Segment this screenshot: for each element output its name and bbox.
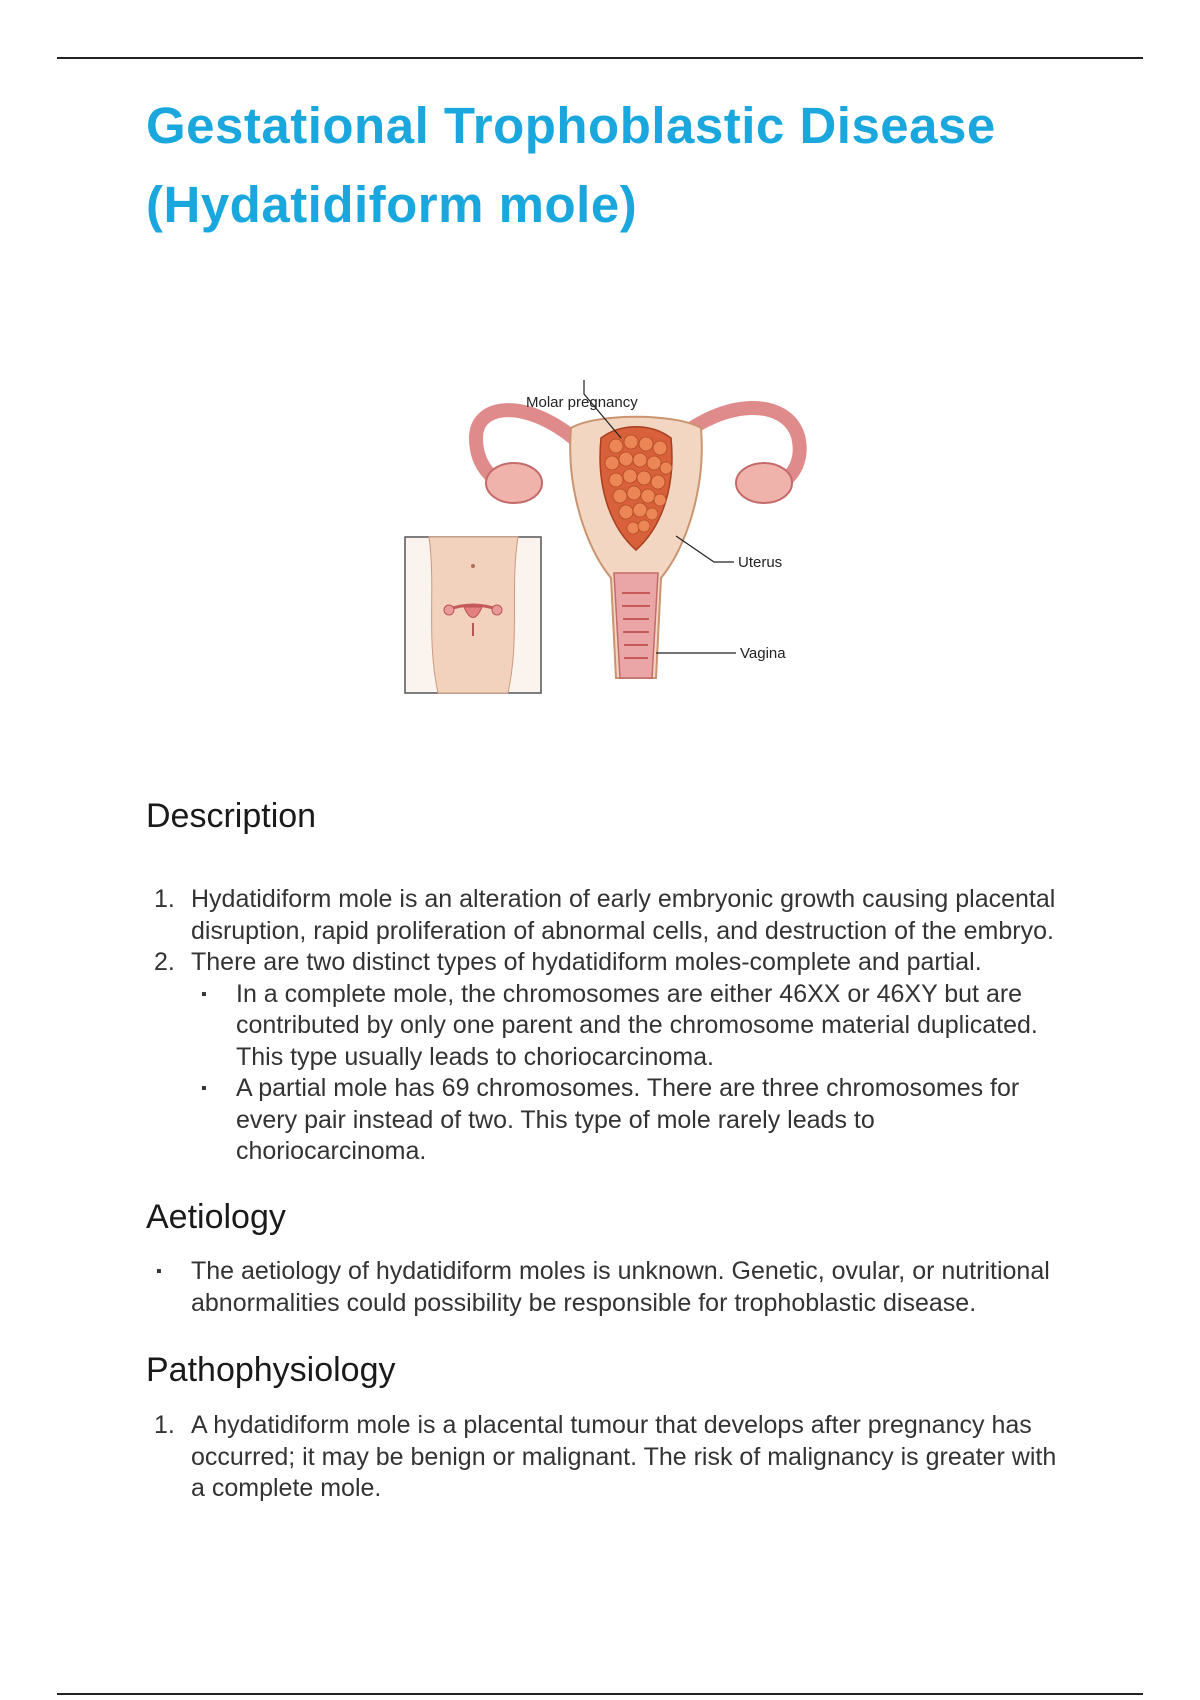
sublist-item xyxy=(191,1073,1066,1168)
list-number: 2. xyxy=(154,948,175,976)
list-item xyxy=(146,947,1066,1168)
pathophysiology-list xyxy=(146,1410,1066,1505)
bullet-icon: ▪ xyxy=(201,985,207,1003)
sublist-item xyxy=(191,979,1066,1074)
bottom-rule xyxy=(57,1693,1143,1695)
aetiology-list xyxy=(146,1256,1066,1319)
pathophysiology-heading: Pathophysiology xyxy=(146,1351,396,1389)
mole-types-sublist xyxy=(191,979,1066,1168)
bullet-icon: ▪ xyxy=(156,1263,162,1280)
list-item-text: The aetiology of hydatidiform moles is unknown. Genetic, ovular, or nutritional abnormalities could possibility be responsible for trophoblastic disease. xyxy=(191,1257,1050,1317)
molar-pregnancy-label: Molar pregnancy xyxy=(526,394,638,411)
list-item-text: Hydatidiform mole is an alteration of early embryonic growth causing placental disruption, rapid proliferation of abnormal cells, and destruction of the embryo. xyxy=(191,885,1056,945)
list-item-text: A hydatidiform mole is a placental tumour that develops after pregnancy has occurred; it may be benign or malignant. The risk of malignancy is greater with a complete mole. xyxy=(191,1411,1057,1502)
aetiology-heading: Aetiology xyxy=(146,1198,286,1236)
list-item xyxy=(146,884,1066,947)
sublist-item-text: In a complete mole, the chromosomes are either 46XX or 46XY but are contributed by only one parent and the chromosome material duplicated. This type usually leads to choriocarcinoma. xyxy=(236,979,1038,1071)
body-inset-illustration xyxy=(405,537,541,693)
sublist-item-text: A partial mole has 69 chromosomes. There are three chromosomes for every pair instead of two. This type of mole rarely leads to choriocarcinoma. xyxy=(236,1074,1020,1165)
uterus-label: Uterus xyxy=(738,554,783,571)
list-item xyxy=(146,1410,1066,1505)
bullet-icon: ▪ xyxy=(201,1080,207,1097)
list-number: 1. xyxy=(154,1411,175,1439)
molar-pregnancy-figure xyxy=(146,318,1056,763)
list-item xyxy=(146,1256,1066,1319)
list-item-text: There are two distinct types of hydatidiform moles-complete and partial. xyxy=(191,948,982,976)
vagina-label: Vagina xyxy=(740,645,786,662)
list-number: 1. xyxy=(154,885,175,913)
description-heading: Description xyxy=(146,797,317,835)
page-title: Gestational Trophoblastic Disease (Hydatidiform mole) xyxy=(146,97,996,233)
top-rule xyxy=(57,57,1143,59)
description-list xyxy=(146,884,1066,1168)
